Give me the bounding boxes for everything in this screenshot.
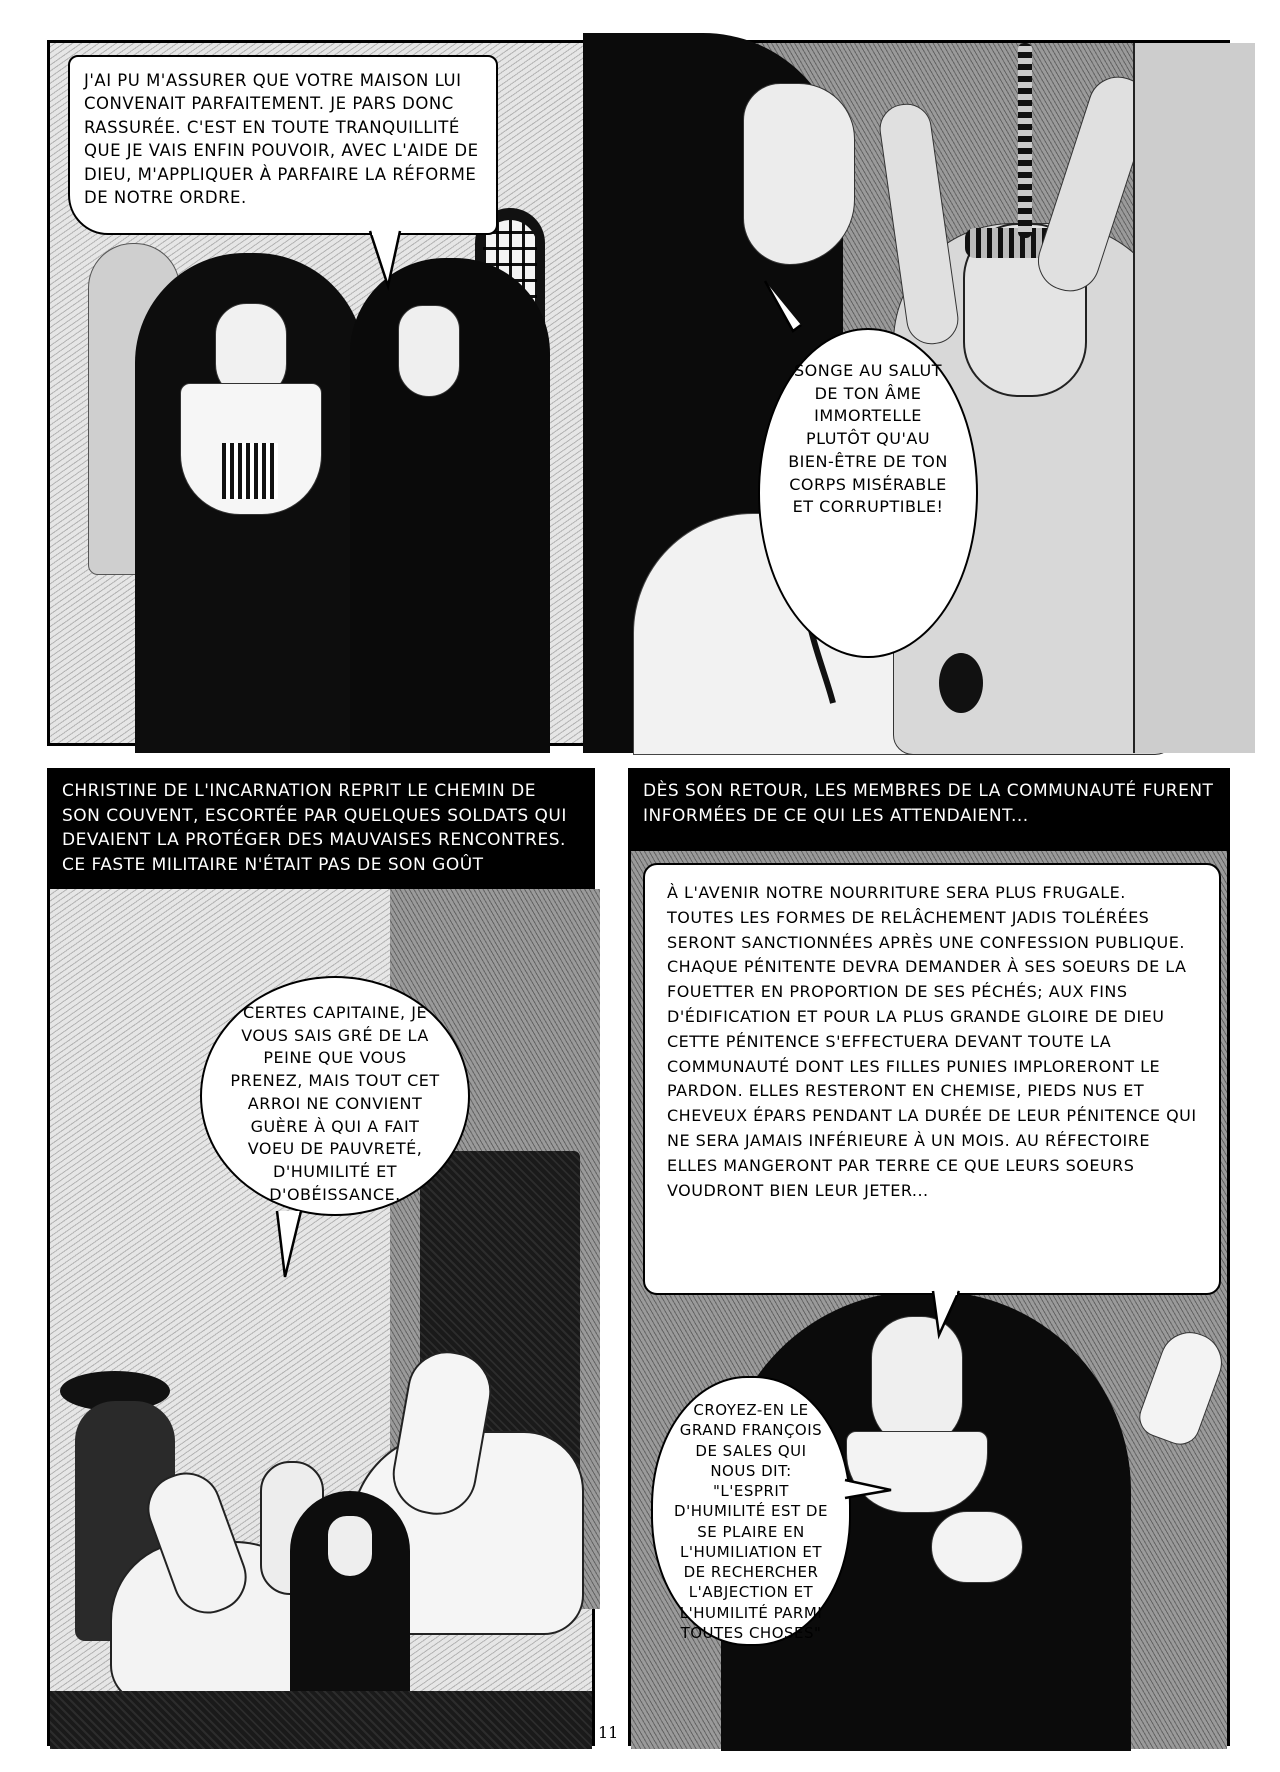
panel-3 [47,768,619,1746]
balloon-tail-p4-quote [845,1476,895,1506]
panel-2 [590,40,1230,746]
caption-p4: DÈS SON RETOUR, LES MEMBRES DE LA COMMUNAUTÉ FURENT INFORMÉES DE CE QUI LES ATTENDAIENT... [631,771,1227,851]
speech-balloon-p4-main: À L'AVENIR NOTRE NOURRITURE SERA PLUS FRUGALE. TOUTES LES FORMES DE RELÂCHEMENT JADIS TOLÉRÉES SERONT SANCTIONNÉES APRÈS UNE CONFESSION PUBLIQUE. CHAQUE PÉNITENTE DEVRA DEMANDER À SES SOEURS DE LA FOUETTER EN PROPORTION DE SES PÉCHÉS; AUX FINS D'ÉDIFICATION ET POUR LA PLUS GRANDE GLOIRE DE DIEU CETTE PÉNITENCE S'EFFECTUERA DEVANT TOUTE LA COMMUNAUTÉ DONT LES FILLES PUNIES IMPLORERONT LE PARDON. ELLES RESTERONT EN CHEMISE, PIEDS NUS ET CHEVEUX ÉPARS PENDANT LA DURÉE DE LEUR PÉNITENCE QUI NE SERA JAMAIS INFÉRIEURE À UN MOIS. AU RÉFECTOIRE ELLES MANGERONT PAR TERRE CE QUE LEURS SOEURS VOUDRONT BIEN LEUR JETER... [643,863,1221,1295]
riding-nun-face [328,1516,372,1576]
speech-balloon-p3: CERTES CAPITAINE, JE VOUS SAIS GRÉ DE LA PEINE QUE VOUS PRENEZ, MAIS TOUT CET ARROI NE CONVIENT GUÈRE À QUI A FAIT VOEU DE PAUVRETÉ, D'HUMILITÉ ET D'OBÉISSANCE. [200,976,470,1216]
abbess-hand [931,1511,1023,1583]
page-number: 11 [598,1723,619,1742]
balloon-tail-p4-main [931,1291,971,1341]
balloon-tail-p2 [763,281,803,331]
panel-4 [628,768,1230,1746]
balloon-tail-p3 [275,1211,315,1281]
caption-p3: CHRISTINE DE L'INCARNATION REPRIT LE CHEMIN DE SON COUVENT, ESCORTÉE PAR QUELQUES SOLDATS QUI DEVAIENT LA PROTÉGER DES MAUVAISES RENCONTRES. CE FASTE MILITAIRE N'ÉTAIT PAS DE SON GOÛT [50,771,592,889]
second-prisoner-torso [1133,43,1255,753]
balloon-tail-p1 [370,231,410,291]
nun-face-right [398,305,460,397]
speech-balloon-p1: J'AI PU M'ASSURER QUE VOTRE MAISON LUI CONVENAIT PARFAITEMENT. JE PARS DONC RASSURÉE. C'EST EN TOUTE TRANQUILLITÉ QUE JE VAIS ENFIN POUVOIR, AVEC L'AIDE DE DIEU, M'APPLIQUER À PARFAIRE LA RÉFORME DE NOTRE ORDRE. [68,55,498,235]
cross-emblem [222,443,278,499]
panel-1 [47,40,620,746]
speech-balloon-p2: SONGE AU SALUT DE TON ÂME IMMORTELLE PLUTÔT QU'AU BIEN-ÊTRE DE TON CORPS MISÉRABLE ET CORRUPTIBLE! [758,328,978,658]
speech-balloon-p4-quote: CROYEZ-EN LE GRAND FRANÇOIS DE SALES QUI NOUS DIT: "L'ESPRIT D'HUMILITÉ EST DE SE PLAIRE EN L'HUMILIATION ET DE RECHERCHER L'ABJECTION ET L'HUMILITÉ PARMI TOUTES CHOSES" [651,1376,851,1646]
chain [1018,43,1032,238]
ground [50,1691,592,1749]
whipping-nun-face [743,83,855,265]
